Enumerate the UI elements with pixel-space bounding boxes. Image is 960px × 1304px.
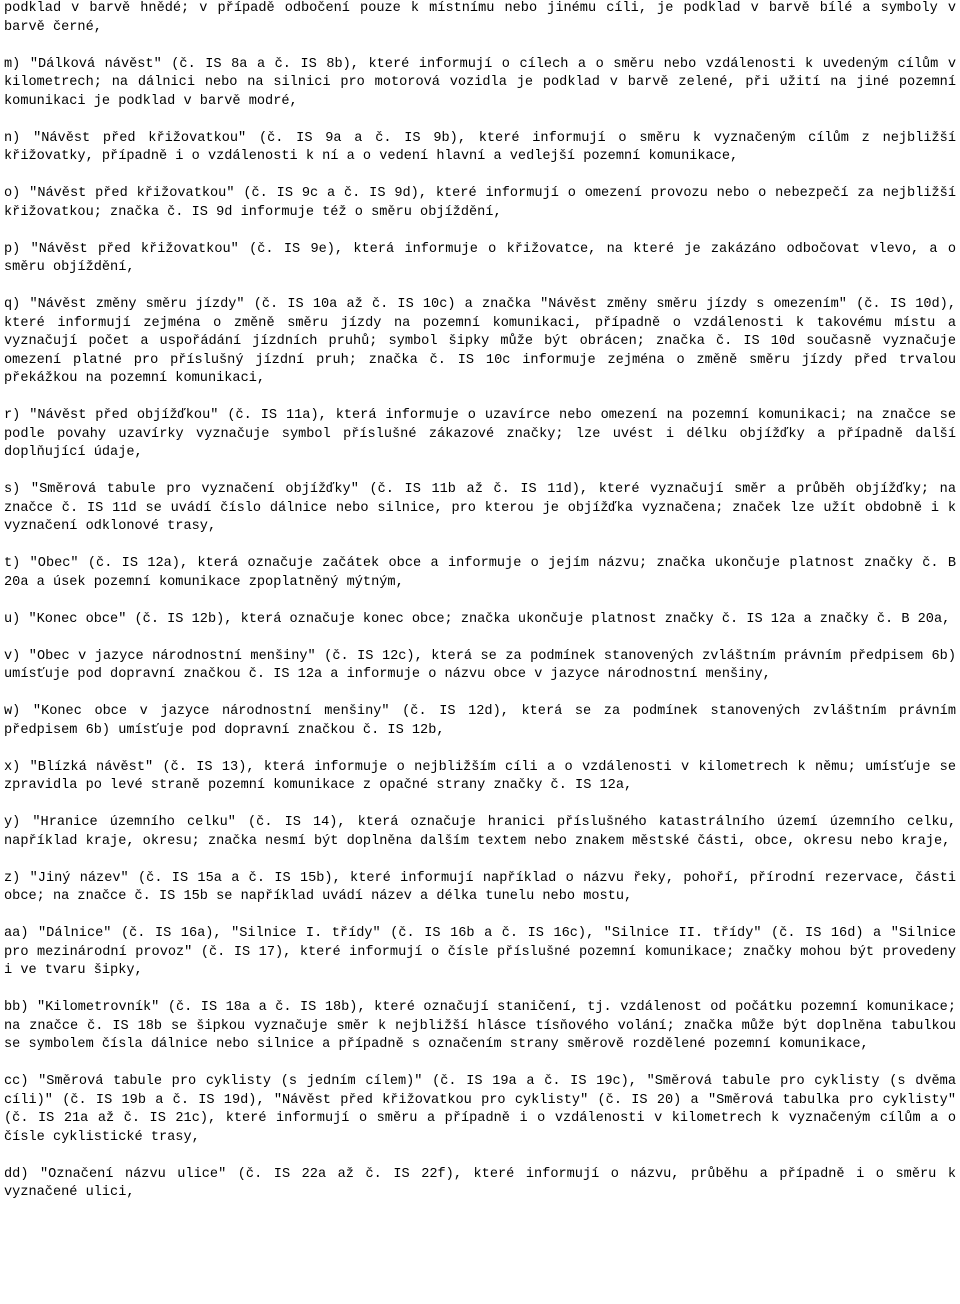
paragraph-item-r: r) "Návěst před objížďkou" (č. IS 11a), která informuje o uzavírce nebo omezení na pozemní komunikaci; na značce se podle povahy uzavírky vyznačuje symbol příslušné zákazové značky; lze uvést i délku objížďky a případně další doplňující údaje, [4,408,956,460]
paragraph-intro-continuation: podklad v barvě hnědé; v případě odbočení pouze k místnímu nebo jinému cíli, je podklad v barvě bílé a symboly v barvě černé, [4,1,956,35]
paragraph-item-m: m) "Dálková návěst" (č. IS 8a a č. IS 8b), které informují o cílech a o směru nebo vzdálenosti k uvedeným cílům v kilometrech; na dálnici nebo na silnici pro motorová vozidla je podklad v barvě zelené, při užití na jiné pozemní komunikaci je podklad v barvě modré, [4,56,956,109]
paragraph-item-q: q) "Návěst změny směru jízdy" (č. IS 10a až č. IS 10c) a značka "Návěst změny směru jízdy s omezením" (č. IS 10d), které informují zejména o změně směru jízdy na pozemní komunikaci, případně o vzdálenosti k takovému místu a vyznačují počet a uspořádání jízdních pruhů; symbol šipky může být obrácen; značka č. IS 10d současně vyznačuje omezení platné pro příslušný jízdní pruh; značka č. IS 10c informuje zejména o změně směru jízdy před trvalou překážkou na pozemní komunikaci, [4,297,956,386]
paragraph-item-s: s) "Směrová tabule pro vyznačení objížďky" (č. IS 11b až č. IS 11d), které vyznačují směr a průběh objížďky; na značce č. IS 11d se uvádí číslo dálnice nebo silnice, pro kterou je objížďka vyznačena; značek lze užít obdobně i k vyznačení odklonové trasy, [4,482,956,534]
paragraph-item-cc: cc) "Směrová tabule pro cyklisty (s jedním cílem)" (č. IS 19a a č. IS 19c), "Směrová tabule pro cyklisty (s dvěma cíli)" (č. IS 19b a č. IS 19d), "Návěst před křižovatkou pro cyklisty" (č. IS 20) a "Směrová tabulka pro cyklisty" (č. IS 21a až č. IS 21c), které informují o směru a případně i o vzdálenosti v kilometrech k vyznačeným cílům a o čísle cyklistické trasy, [4,1074,956,1145]
paragraph-item-t: t) "Obec" (č. IS 12a), která označuje začátek obce a informuje o jejím názvu; značka ukončuje platnost značky č. B 20a a úsek pozemní komunikace zpoplatněný mýtným, [4,556,956,590]
paragraph-item-y: y) "Hranice územního celku" (č. IS 14), která označuje hranici příslušného katastrálního území územního celku, například kraje, okresu; značka nesmí být doplněna dalším textem nebo znakem městské části, obce, okresu nebo kraje, [4,815,956,849]
paragraph-item-p: p) "Návěst před křižovatkou" (č. IS 9e), která informuje o křižovatce, na které je zakázáno odbočovat vlevo, a o směru objíždění, [4,241,956,275]
paragraph-item-bb: bb) "Kilometrovník" (č. IS 18a a č. IS 18b), které označují staničení, tj. vzdálenost od počátku pozemní komunikace; na značce č. IS 18b se šipkou vyznačuje směr k nejbližší hlásce tísňového volání; značka může být doplněna tabulkou se symbolem čísla dálnice nebo silnice a případně s označením strany směrově rozdělené pozemní komunikace, [4,1000,956,1052]
paragraph-item-v: v) "Obec v jazyce národnostní menšiny" (č. IS 12c), která se za podmínek stanovených zvláštním právním předpisem 6b) umísťuje pod dopravní značkou č. IS 12a a informuje o názvu obce v jazyce národnostní menšiny, [4,648,956,682]
paragraph-item-dd: dd) "Označení názvu ulice" (č. IS 22a až č. IS 22f), které informují o názvu, průběhu a případně i o směru k vyznačené ulici, [4,1166,956,1200]
paragraph-item-o: o) "Návěst před křižovatkou" (č. IS 9c a č. IS 9d), které informují o omezení provozu nebo o nebezpečí za nejbližší křižovatkou; značka č. IS 9d informuje též o směru objíždění, [4,186,956,220]
paragraph-item-z: z) "Jiný název" (č. IS 15a a č. IS 15b), které informují například o názvu řeky, pohoří, přírodní rezervace, části obce; na značce č. IS 15b se například uvádí název a délka tunelu nebo mostu, [4,870,956,904]
paragraph-item-u: u) "Konec obce" (č. IS 12b), která označuje konec obce; značka ukončuje platnost značky č. IS 12a a značky č. B 20a, [4,611,951,627]
document-page [4,0,956,1203]
paragraph-item-x: x) "Blízká návěst" (č. IS 13), která informuje o nejbližším cíli a o vzdálenosti v kilometrech k němu; umísťuje se zpravidla po levé straně pozemní komunikace z opačné strany značky č. IS 12a, [4,759,956,793]
paragraph-item-w: w) "Konec obce v jazyce národnostní menšiny" (č. IS 12d), která se za podmínek stanovených zvláštním právním předpisem 6b) umísťuje pod dopravní značkou č. IS 12b, [4,704,956,738]
paragraph-item-aa: aa) "Dálnice" (č. IS 16a), "Silnice I. třídy" (č. IS 16b a č. IS 16c), "Silnice II. třídy" (č. IS 16d) a "Silnice pro mezinárodní provoz" (č. IS 17), které informují o čísle příslušné pozemní komunikace; značky mohou být provedeny i ve tvaru šipky, [4,926,956,978]
paragraph-item-n: n) "Návěst před křižovatkou" (č. IS 9a a č. IS 9b), které informují o směru k vyznačeným cílům z nejbližší křižovatky, případně i o vzdálenosti k ní a o vedení hlavní a vedlejší pozemní komunikace, [4,130,956,164]
